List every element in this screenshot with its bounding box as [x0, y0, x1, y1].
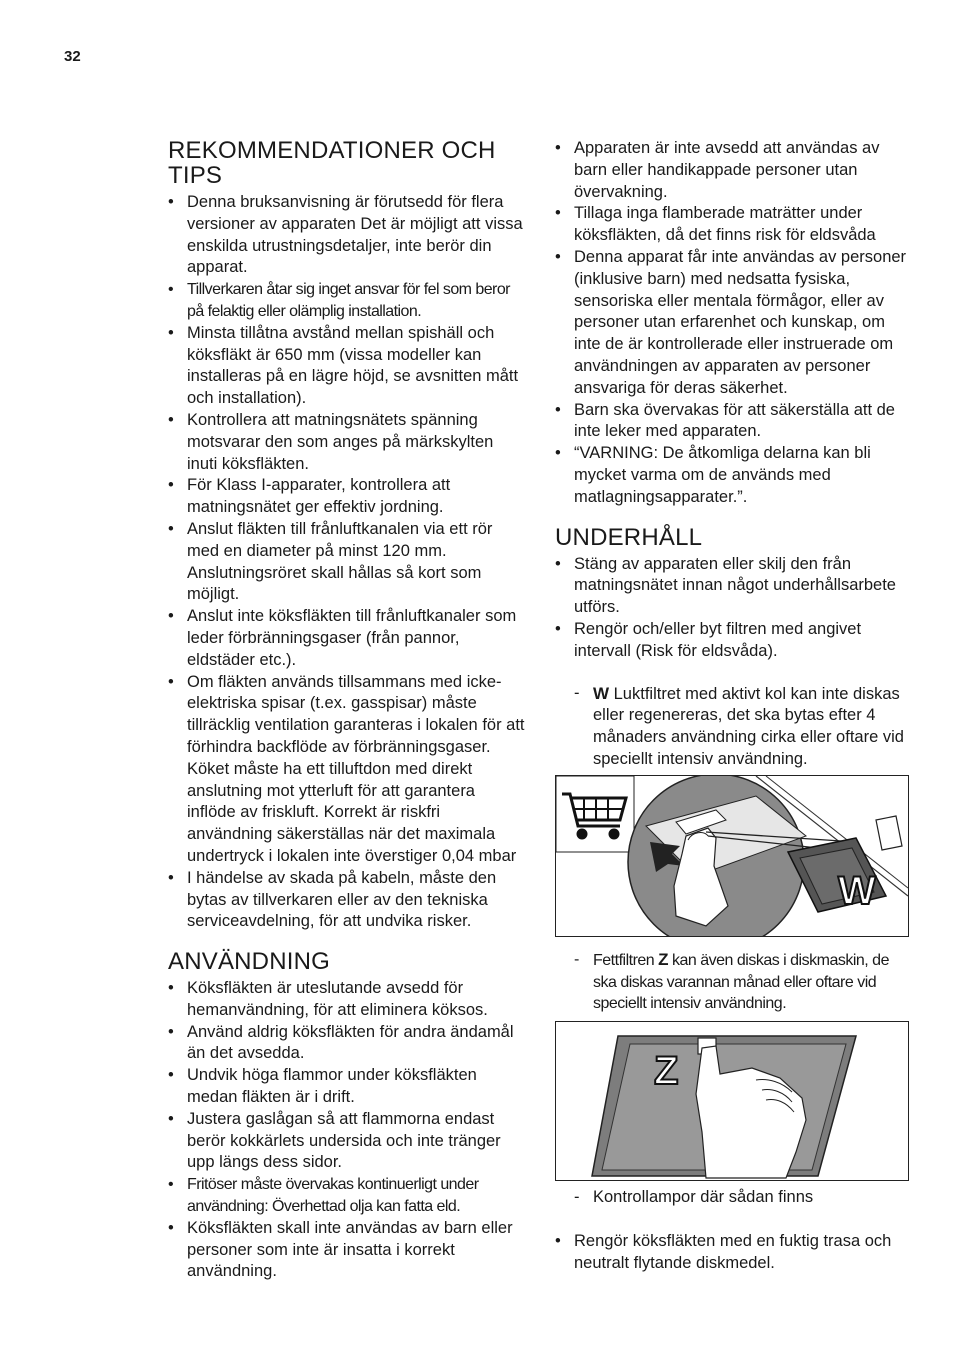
rekommendationer-list — [168, 192, 528, 933]
grease-filter-label: Z — [654, 1049, 679, 1094]
list-item: • Kontrollera att matningsnätets spänning motsvarar den som anges på märkskylten inuti köksfläkten. — [168, 410, 528, 475]
underhall-list — [555, 554, 915, 663]
charcoal-filter-label: W — [838, 868, 876, 913]
list-item: • Tillaga inga flamberade maträtter under köksfläkten, då det finns risk för eldsvåda — [555, 203, 915, 247]
list-item: • “VARNING: De åtkomliga delarna kan bli mycket varma om de används med matlagningsapparater.”. — [555, 443, 915, 508]
indicator-lamps-note: - Kontrollampor där sådan finns — [574, 1188, 814, 1207]
list-item: • Köksfläkten är uteslutande avsedd för hemanvändning, för att eliminera köksos. — [168, 978, 528, 1022]
list-item: • Apparaten är inte avsedd att användas av barn eller handikappade personer utan övervakning. — [555, 138, 915, 203]
list-item: • För Klass I-apparater, kontrollera att matningsnätet ger effektiv jordning. — [168, 475, 528, 519]
right-column — [555, 138, 915, 1275]
list-item: • Anslut inte köksfläkten till frånluftkanaler som leder förbränningsgaser (från pannor, eldstäder etc.). — [168, 606, 528, 671]
list-item: • Anslut fläkten till frånluftkanalen via ett rör med en diameter på minst 120 mm. Anslutningsröret skall hållas så kort som möjligt. — [168, 519, 528, 606]
list-item: • Om fläkten används tillsammans med icke-elektriska spisar (t.ex. gasspisar) måste tillräcklig ventilation garanteras i lokalen för att förhindra backflöde av förbränningsgaser. Köket måste ha ett tilluftdon med direkt anslutning mot ytterluft för att garantera inflöde av friskluft. Korrekt är riskfri användning säkerställas när det maximala undertryck i lokalen inte överstiger 0,04 mbar — [168, 672, 528, 868]
grease-filter-prefix: Fettfiltren — [593, 951, 659, 969]
charcoal-filter-text: Luktfiltret med aktivt kol kan inte diskas eller regenereras, det ska bytas efter 4 månaders användning cirka eller oftare vid speciellt intensiv användning. — [593, 684, 904, 768]
list-item: • Undvik höga flammor under köksfläkten medan fläkten är i drift. — [168, 1065, 528, 1109]
grease-filter-drawing — [556, 1022, 908, 1180]
section-title-underhall: UNDERHÅLL — [555, 523, 703, 551]
grease-filter-illustration — [555, 1021, 909, 1181]
list-item: • Stäng av apparaten eller skilj den från matningsnätet innan något underhållsarbete utförs. — [555, 554, 915, 619]
list-item: • Rengör och/eller byt filtren med angivet intervall (Risk för eldsvåda). — [555, 619, 915, 663]
anvandning-list — [168, 978, 528, 1283]
list-item: • Denna bruksanvisning är förutsedd för flera versioner av apparaten Det är möjligt att vissa enskilda utrustningsdetaljer, inte berör din apparat. — [168, 192, 528, 279]
grease-filter-note: - Fettfiltren Z kan även diskas i diskmaskin, de ska diskas varannan månad eller oftare vid speciellt intensiv användning. — [574, 949, 889, 1013]
left-column — [168, 138, 528, 1283]
section-title-anvandning: ANVÄNDNING — [168, 948, 331, 976]
list-item: • Använd aldrig köksfläkten för andra ändamål än det avsedda. — [168, 1022, 528, 1066]
safety-list — [555, 138, 915, 509]
list-item: • Denna apparat får inte användas av personer (inklusive barn) med nedsatta fysiska, sensoriska eller mentala förmågor, eller av personer utan erfarenhet och kunskap, om inte de är kontrollerade eller instruerade om användningen av apparaten av personer ansvariga för deras säkerhet. — [555, 247, 915, 400]
grease-filter-text: kan även diskas i diskmaskin, de ska diskas varannan månad eller oftare vid speciellt intensiv användning. — [593, 951, 889, 1013]
grease-filter-letter: Z — [658, 949, 669, 969]
charcoal-filter-illustration — [555, 775, 909, 937]
list-item: • Barn ska övervakas för att säkerställa att de inte leker med apparaten. — [555, 400, 915, 444]
list-item: • Fritöser måste övervakas kontinuerligt under användning: Överhettad olja kan fatta eld. — [168, 1174, 528, 1218]
list-item: • Justera gaslågan så att flammorna endast berör kokkärlets undersida och inte tränger upp längs dess sidor. — [168, 1109, 528, 1174]
charcoal-filter-drawing — [556, 776, 908, 936]
list-item: • Rengör köksfläkten med en fuktig trasa och neutralt flytande diskmedel. — [555, 1231, 915, 1275]
charcoal-filter-letter: W — [593, 683, 610, 703]
list-item: • I händelse av skada på kabeln, måste den bytas av tillverkaren eller av den tekniska serviceavdelning, för att undvika risker. — [168, 868, 528, 933]
list-item: • Minsta tillåtna avstånd mellan spishäll och köksfläkt är 650 mm (vissa modeller kan installeras på en lägre höjd, se avsnitten mått och installation). — [168, 323, 528, 410]
charcoal-filter-note: - W Luktfiltret med aktivt kol kan inte diskas eller regenereras, det ska bytas efter 4 månaders användning cirka eller oftare vid speciellt intensiv användning. — [574, 683, 904, 768]
section-title-rekommendationer: REKOMMENDATIONER OCH TIPS — [168, 137, 496, 189]
list-item: • Köksfläkten skall inte användas av barn eller personer som inte är insatta i korrekt användning. — [168, 1218, 528, 1283]
page-number: 32 — [64, 48, 81, 65]
cleaning-list — [555, 1231, 915, 1275]
list-item: • Tillverkaren åtar sig inget ansvar för fel som beror på felaktig eller olämplig installation. — [168, 279, 528, 323]
